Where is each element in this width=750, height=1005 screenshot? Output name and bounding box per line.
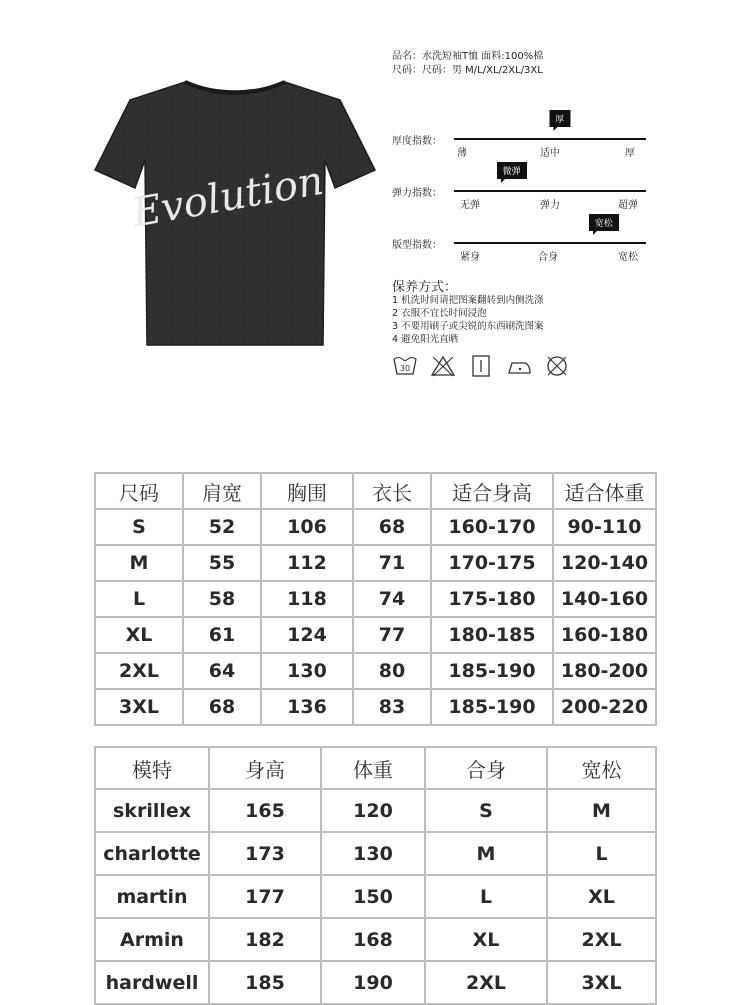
meter-tick: 厚 [625, 148, 635, 159]
table-cell: 55 [183, 545, 261, 581]
table-cell: M [547, 789, 656, 832]
wash-30-icon [392, 354, 418, 378]
table-row [95, 961, 656, 1004]
product-image [90, 60, 380, 360]
table-header-cell: 尺码 [95, 473, 183, 509]
table-cell: L [425, 875, 547, 918]
table-cell: 185-190 [431, 653, 553, 689]
care-item: 1 机洗时间请把图案翻转到内侧洗涤 [392, 295, 544, 306]
table-cell: 74 [353, 581, 431, 617]
table-header-row [95, 747, 656, 789]
table-cell: 165 [209, 789, 321, 832]
product-size-line: 尺码：尺码：男 M/L/XL/2XL/3XL [392, 65, 543, 76]
table-header-cell: 适合身高 [431, 473, 553, 509]
care-list [392, 294, 544, 346]
table-cell: 150 [321, 875, 425, 918]
table-cell: 90-110 [553, 509, 656, 545]
table-row [95, 689, 656, 725]
table-cell: 71 [353, 545, 431, 581]
table-cell: 118 [261, 581, 353, 617]
table-header-cell: 合身 [425, 747, 547, 789]
care-item: 2 衣服不宜长时间浸泡 [392, 308, 487, 319]
meter-tick: 无弹 [460, 200, 480, 211]
meter-tick: 宽松 [618, 252, 638, 263]
thickness-meter [392, 115, 692, 192]
table-header-cell: 身高 [209, 747, 321, 789]
care-title: 保养方式： [392, 280, 458, 295]
table-cell: 140-160 [553, 581, 656, 617]
line-dry-icon [468, 354, 494, 378]
no-bleach-icon [430, 354, 456, 378]
table-header-cell: 胸围 [261, 473, 353, 509]
table-cell: 2XL [95, 653, 183, 689]
table-row [95, 875, 656, 918]
table-row [95, 918, 656, 961]
table-cell: 136 [261, 689, 353, 725]
table-cell: 106 [261, 509, 353, 545]
table-cell: XL [547, 875, 656, 918]
wash-temp-label: 30 [399, 364, 411, 373]
table-header-cell: 适合体重 [553, 473, 656, 509]
table-cell: 80 [353, 653, 431, 689]
table-cell: 124 [261, 617, 353, 653]
table-cell: L [95, 581, 183, 617]
table-row [95, 581, 656, 617]
care-item: 3 不要用刷子或尖锐的东西刷洗图案 [392, 321, 544, 332]
table-cell: S [95, 509, 183, 545]
table-cell: 112 [261, 545, 353, 581]
table-cell: 185-190 [431, 689, 553, 725]
table-cell: 180-200 [553, 653, 656, 689]
model-table [94, 746, 657, 1005]
table-cell: M [95, 545, 183, 581]
table-cell: L [547, 832, 656, 875]
meter-track [454, 242, 646, 244]
meter-tick: 超弹 [618, 200, 638, 211]
table-cell: skrillex [95, 789, 209, 832]
table-cell: martin [95, 875, 209, 918]
meter-track [454, 190, 646, 192]
table-header-cell: 模特 [95, 747, 209, 789]
table-cell: 77 [353, 617, 431, 653]
table-cell: XL [425, 918, 547, 961]
table-cell: XL [95, 617, 183, 653]
meter-label: 厚度指数： [392, 136, 442, 147]
tshirt-illustration [90, 60, 380, 360]
product-name-line: 品名：水洗短袖T恤 面料:100%棉 [392, 51, 544, 62]
table-cell: 64 [183, 653, 261, 689]
table-cell: hardwell [95, 961, 209, 1004]
meter-track [454, 138, 646, 140]
table-cell: S [425, 789, 547, 832]
table-cell: 170-175 [431, 545, 553, 581]
table-row [95, 545, 656, 581]
iron-icon [506, 354, 532, 378]
table-row [95, 509, 656, 545]
meter-tick: 合身 [538, 252, 558, 263]
table-row [95, 832, 656, 875]
table-header-cell: 体重 [321, 747, 425, 789]
table-cell: 185 [209, 961, 321, 1004]
table-header-cell: 衣长 [353, 473, 431, 509]
table-cell: 61 [183, 617, 261, 653]
table-cell: 177 [209, 875, 321, 918]
table-cell: 173 [209, 832, 321, 875]
no-dry-clean-icon [544, 354, 570, 378]
table-cell: 200-220 [553, 689, 656, 725]
meter-tick: 适中 [540, 148, 560, 159]
elasticity-meter [392, 167, 692, 244]
meter-label: 版型指数： [392, 240, 442, 251]
table-row [95, 617, 656, 653]
table-cell: 3XL [547, 961, 656, 1004]
graphic-text: Evolution [128, 157, 327, 237]
table-cell: 168 [321, 918, 425, 961]
table-header-cell: 宽松 [547, 747, 656, 789]
care-item: 4 避免阳光直晒 [392, 334, 459, 345]
table-cell: 3XL [95, 689, 183, 725]
meter-label: 弹力指数： [392, 188, 442, 199]
meter-tick: 弹力 [540, 200, 560, 211]
table-cell: 68 [353, 509, 431, 545]
table-row [95, 789, 656, 832]
table-cell: 2XL [425, 961, 547, 1004]
table-cell: 190 [321, 961, 425, 1004]
table-cell: 175-180 [431, 581, 553, 617]
table-header-cell: 肩宽 [183, 473, 261, 509]
table-cell: 120 [321, 789, 425, 832]
table-cell: Armin [95, 918, 209, 961]
table-header-row [95, 473, 656, 509]
care-icons [392, 354, 570, 378]
meter-tick: 薄 [457, 148, 467, 159]
table-cell: charlotte [95, 832, 209, 875]
table-cell: 83 [353, 689, 431, 725]
meter-flag: 微弹 [497, 162, 527, 179]
table-cell: 52 [183, 509, 261, 545]
table-cell: 160-170 [431, 509, 553, 545]
table-cell: 130 [261, 653, 353, 689]
table-cell: 182 [209, 918, 321, 961]
table-cell: 120-140 [553, 545, 656, 581]
size-table [94, 472, 657, 726]
meter-flag: 厚 [549, 110, 570, 127]
meter-tick: 紧身 [460, 252, 480, 263]
table-cell: M [425, 832, 547, 875]
table-cell: 160-180 [553, 617, 656, 653]
table-cell: 130 [321, 832, 425, 875]
table-cell: 68 [183, 689, 261, 725]
spec-info [392, 50, 692, 78]
table-cell: 58 [183, 581, 261, 617]
table-row [95, 653, 656, 689]
meter-flag: 宽松 [589, 214, 619, 231]
table-cell: 2XL [547, 918, 656, 961]
table-cell: 180-185 [431, 617, 553, 653]
